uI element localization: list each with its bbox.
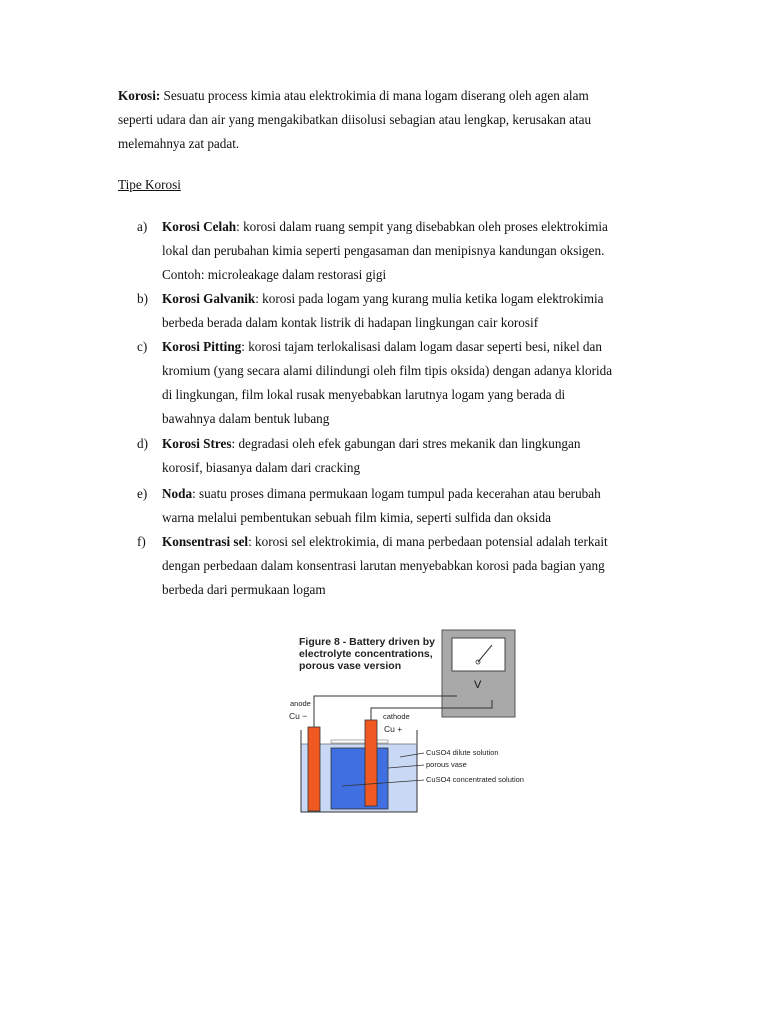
callout-concentrated: CuSO4 concentrated solution	[426, 775, 524, 784]
anode-electrode	[308, 727, 320, 811]
callout-porous-vase: porous vase	[426, 760, 467, 769]
item-line: korosif, biasanya dalam dari cracking	[162, 460, 361, 475]
item-line: : korosi pada logam yang kurang mulia ketika logam elektrokimia	[255, 291, 604, 306]
cathode-sign: Cu +	[384, 724, 403, 734]
item-line: berbeda berada dalam kontak listrik di hadapan lingkungan cair korosif	[162, 315, 539, 330]
anode-sign: Cu −	[289, 711, 308, 721]
item-line: : degradasi oleh efek gabungan dari stres mekanik dan lingkungan	[231, 436, 581, 451]
item-term: Korosi Galvanik	[162, 291, 256, 306]
item-line: dengan perbedaan dalam konsentrasi larutan menyebabkan korosi pada bagian yang	[162, 558, 605, 573]
item-line: di lingkungan, film lokal rusak menyebabkan larutnya logam yang berada di	[162, 387, 566, 402]
item-line: : suatu proses dimana permukaan logam tumpul pada kecerahan atau berubah	[192, 486, 601, 501]
voltmeter-display	[452, 638, 505, 671]
item-term: Konsentrasi sel	[162, 534, 249, 549]
list-marker: d)	[137, 436, 148, 451]
figure-caption-line-1: Figure 8 - Battery driven by	[299, 636, 435, 648]
item-line: : korosi dalam ruang sempit yang disebabkan oleh proses elektrokimia	[236, 219, 608, 234]
callout-dilute: CuSO4 dilute solution	[426, 748, 499, 757]
item-term: Korosi Pitting	[162, 339, 242, 354]
item-line: Contoh: microleakage dalam restorasi gigi	[162, 267, 387, 282]
section-heading: Tipe Korosi	[118, 177, 181, 192]
intro-line-2: seperti udara dan air yang mengakibatkan diisolusi sebagian atau lengkap, kerusakan atau	[118, 112, 592, 127]
item-line: warna melalui pembentukan sebuah film kimia, seperti sulfida dan oksida	[162, 510, 551, 525]
figure-caption-line-2: electrolyte concentrations,	[299, 648, 433, 660]
item-line: : korosi sel elektrokimia, di mana perbedaan potensial adalah terkait	[248, 534, 608, 549]
voltmeter-label: V	[474, 679, 482, 691]
cathode-electrode	[365, 720, 377, 806]
item-line: : korosi tajam terlokalisasi dalam logam dasar seperti besi, nikel dan	[241, 339, 602, 354]
item-term: Korosi Celah	[162, 219, 237, 234]
item-line: kromium (yang secara alami dilindungi oleh film tipis oksida) dengan adanya klorida	[162, 363, 613, 378]
item-line: lokal dan perubahan kimia seperti pengasaman dan menipisnya kandungan oksigen.	[162, 243, 605, 258]
figure-caption-line-3: porous vase version	[299, 660, 402, 672]
intro-line-1: Sesuatu process kimia atau elektrokimia di mana logam diserang oleh agen alam	[160, 88, 589, 103]
porous-vase-rim	[331, 740, 388, 743]
intro-term: Korosi:	[118, 88, 161, 103]
item-term: Korosi Stres	[162, 436, 232, 451]
item-line: berbeda dari permukaan logam	[162, 582, 326, 597]
item-term: Noda	[162, 486, 193, 501]
list-marker: a)	[137, 219, 148, 234]
item-line: bawahnya dalam bentuk lubang	[162, 411, 330, 426]
list-marker: c)	[137, 339, 148, 354]
list-marker: b)	[137, 291, 148, 306]
intro-line-3: melemahnya zat padat.	[118, 136, 240, 151]
porous-vase	[331, 748, 388, 809]
list-marker: e)	[137, 486, 148, 501]
list-marker: f)	[137, 534, 146, 549]
anode-label: anode	[290, 699, 311, 708]
cathode-label: cathode	[383, 712, 410, 721]
